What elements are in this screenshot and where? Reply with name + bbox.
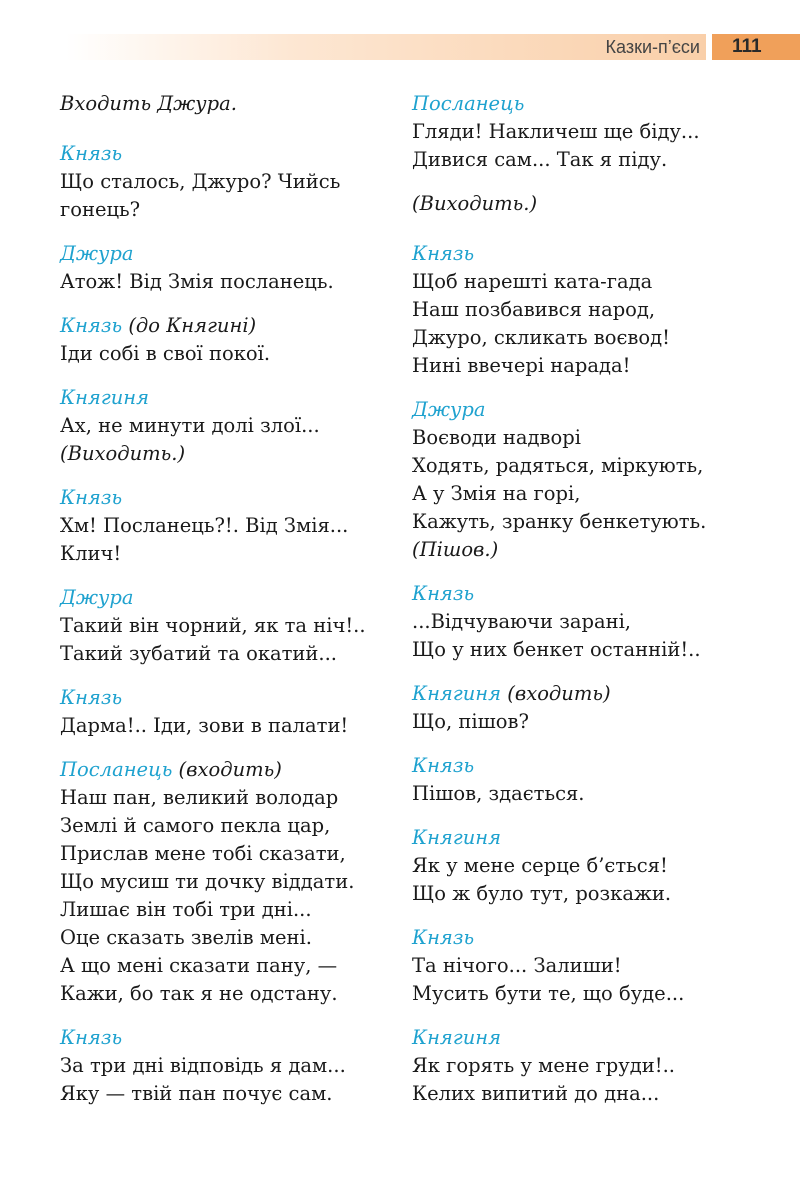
dialogue-line: За три дні відповідь я дам... (60, 1054, 346, 1077)
dialogue-line: гонець? (60, 198, 141, 221)
dialogue-line: Наш пан, великий володар (60, 786, 339, 809)
dialogue-block (412, 752, 752, 808)
speaker-name: Князь (60, 486, 123, 509)
stage-direction-text: (Виходить.) (412, 192, 538, 215)
speaker-name: Княгиня (412, 1026, 502, 1049)
dialogue-block (412, 240, 752, 380)
dialogue-block (60, 240, 380, 296)
speaker-name: Князь (412, 582, 475, 605)
stage-direction-text: Входить Джура. (60, 92, 237, 115)
speaker-name: Княгиня (60, 386, 150, 409)
speaker-line (412, 90, 752, 118)
dialogue-line: Дарма!.. Іди, зови в палати! (60, 714, 349, 737)
speaker-line (412, 680, 752, 708)
stage-direction-inline: (входить) (507, 682, 611, 705)
speaker-name: Князь (412, 242, 475, 265)
dialogue-line: Яку — твій пан почує сам. (60, 1082, 333, 1105)
stage-direction (60, 90, 380, 118)
dialogue-line: (Виходить.) (60, 442, 186, 465)
speaker-line (412, 924, 752, 952)
dialogue-line: ...Відчуваючи зарані, (412, 610, 632, 633)
speaker-line (412, 824, 752, 852)
dialogue-line: Воєводи надворі (412, 426, 581, 449)
dialogue-line: Пішов, здається. (412, 782, 585, 805)
dialogue-block (412, 924, 752, 1008)
speaker-name: Джура (60, 586, 134, 609)
dialogue-line: Та нічого... Залиши! (412, 954, 622, 977)
dialogue-line: Атож! Від Змія посланець. (60, 270, 334, 293)
speaker-name: Посланець (412, 92, 525, 115)
dialogue-block (412, 824, 752, 908)
stage-direction-inline: (до Княгині) (128, 314, 257, 337)
page-number: 111 (732, 36, 762, 57)
speaker-name: Княгиня (412, 826, 502, 849)
dialogue-line: Ходять, радяться, міркують, (412, 454, 704, 477)
dialogue-line: Що мусиш ти дочку віддати. (60, 870, 355, 893)
speaker-line (60, 384, 380, 412)
speaker-name: Князь (60, 1026, 123, 1049)
dialogue-line: Кажи, бо так я не одстану. (60, 982, 338, 1005)
section-title: Казки-п’єси (605, 37, 700, 57)
dialogue-block (60, 584, 380, 668)
dialogue-block (412, 1024, 752, 1108)
speaker-name: Князь (60, 686, 123, 709)
dialogue-line: Келих випитий до дна... (412, 1082, 660, 1105)
dialogue-line: Як у мене серце б’ється! (412, 854, 668, 877)
dialogue-line: Оце сказать звелів мені. (60, 926, 312, 949)
speaker-line (60, 312, 380, 340)
speaker-line (60, 756, 380, 784)
dialogue-line: Лишає він тобі три дні... (60, 898, 312, 921)
dialogue-block (412, 680, 752, 736)
speaker-line (412, 752, 752, 780)
speaker-line (412, 396, 752, 424)
dialogue-line: Ах, не минути долі злої... (60, 414, 320, 437)
dialogue-line: Мусить бути те, що буде... (412, 982, 685, 1005)
speaker-name: Джура (412, 398, 486, 421)
dialogue-block (60, 484, 380, 568)
speaker-name: Князь (60, 142, 123, 165)
dialogue-line: Такий зубатий та окатий... (60, 642, 338, 665)
speaker-name: Посланець (60, 758, 173, 781)
speaker-line (60, 684, 380, 712)
dialogue-line: Що, пішов? (412, 710, 529, 733)
dialogue-block (60, 312, 380, 368)
right-column (412, 90, 752, 1124)
speaker-name: Джура (60, 242, 134, 265)
speaker-line (60, 1024, 380, 1052)
dialogue-block (412, 580, 752, 664)
dialogue-block (412, 396, 752, 564)
dialogue-block (60, 384, 380, 468)
dialogue-line: Джуро, скликать воєвод! (412, 326, 670, 349)
stage-direction-inline: (входить) (178, 758, 282, 781)
speaker-line (412, 240, 752, 268)
dialogue-line: А що мені сказати пану, — (60, 954, 338, 977)
dialogue-block (412, 90, 752, 174)
dialogue-line: Гляди! Накличеш ще біду... (412, 120, 700, 143)
speaker-name: Князь (412, 754, 475, 777)
dialogue-line: Землі й самого пекла цар, (60, 814, 331, 837)
dialogue-line: (Пішов.) (412, 538, 499, 561)
dialogue-line: Дивися сам... Так я піду. (412, 148, 668, 171)
dialogue-line: Що у них бенкет останній!.. (412, 638, 701, 661)
speaker-line (412, 580, 752, 608)
speaker-line (412, 1024, 752, 1052)
dialogue-line: Прислав мене тобі сказати, (60, 842, 346, 865)
dialogue-line: Як горять у мене груди!.. (412, 1054, 676, 1077)
speaker-line (60, 240, 380, 268)
dialogue-line: Такий він чорний, як та ніч!.. (60, 614, 366, 637)
left-column (60, 90, 380, 1124)
dialogue-line: А у Змія на горі, (412, 482, 581, 505)
dialogue-line: Клич! (60, 542, 122, 565)
dialogue-block (60, 756, 380, 1008)
dialogue-line: Нині ввечері нарада! (412, 354, 631, 377)
speaker-name: Княгиня (412, 682, 502, 705)
speaker-name: Князь (60, 314, 123, 337)
speaker-line (60, 584, 380, 612)
speaker-line (60, 484, 380, 512)
speaker-line (60, 140, 380, 168)
speaker-name: Князь (412, 926, 475, 949)
dialogue-line: Наш позбавився народ, (412, 298, 656, 321)
stage-direction (412, 190, 752, 218)
dialogue-line: Щоб нарешті ката-гада (412, 270, 653, 293)
dialogue-block (60, 684, 380, 740)
dialogue-block (60, 1024, 380, 1108)
dialogue-line: Кажуть, зранку бенкетують. (412, 510, 707, 533)
dialogue-line: Що сталось, Джуро? Чийсь (60, 170, 341, 193)
dialogue-block (60, 140, 380, 224)
dialogue-line: Що ж було тут, розкажи. (412, 882, 672, 905)
dialogue-line: Хм! Посланець?!. Від Змія... (60, 514, 349, 537)
dialogue-line: Іди собі в свої покої. (60, 342, 271, 365)
page-number-badge (712, 34, 800, 60)
